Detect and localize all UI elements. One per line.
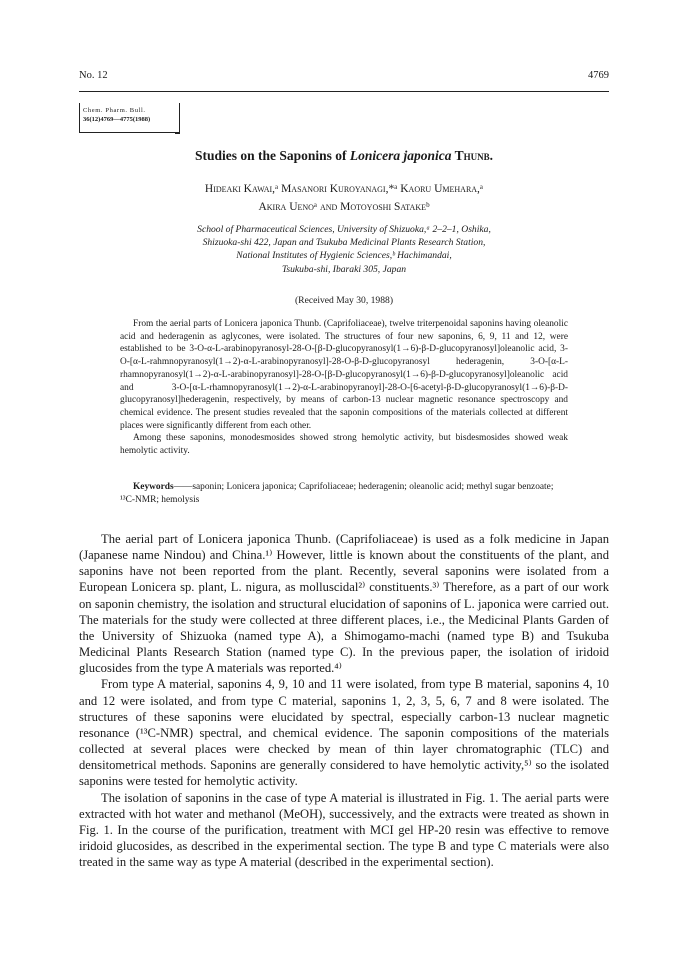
body-paragraph-1: The aerial part of Lonicera japonica Thunb. (Caprifoliaceae) is used as a folk medicine in Japan (Japanese name Nindou) and China.¹⁾ However, little is known about the constituents of the plant, and saponins have not been reported from the plant. Recently, several saponins were isolated from a European Lonicera sp. plant, L. nigura, as molluscidal²⁾ constituents.³⁾ Therefore, as a part of our work on saponin chemistry, the isolation and structural elucidation of saponins of L. japonica were carried out. The materials for the study were collected at three different places, i.e., the Medicinal Plants Garden of the University of Shizuoka (named type A), a Shimogamo-machi (named type B) and Tsukuba Medicinal Plants Research Station (named type C). In the previous paper, the isolation of iridoid glucosides from the type A materials was reported.⁴⁾	[79, 532, 609, 676]
affiliations	[120, 223, 568, 276]
page-number: 4769	[588, 70, 609, 81]
header-rule	[79, 91, 609, 92]
body-paragraph-2: From type A material, saponins 4, 9, 10 and 11 were isolated, from type B material, saponins 4, 10 and 12 were isolated, and from type C material, saponins 1, 2, 3, 5, 6, 7 and 8 were isolated. The structures of these saponins were elucidated by spectral, especially carbon-13 nuclear magnetic resonance (¹³C-NMR) spectral, and chemical evidence. The saponin compositions of the materials collected at several places were checked by mean of thin layer chromatographic (TLC) and densitometrical methods. Saponins are generally considered to have hemolytic activity,⁵⁾ so the isolated saponins were tested for hemolytic activity.	[79, 677, 609, 789]
title-authority: Thunb.	[451, 148, 494, 163]
running-header	[79, 70, 609, 86]
authors-line-2: Akira Uenoᵃ and Motoyoshi Satakeᵇ	[258, 201, 430, 213]
keywords	[120, 481, 568, 506]
title-species: Lonicera japonica	[349, 148, 452, 163]
authors-line-1: Hideaki Kawai,ᵃ Masanori Kuroyanagi,*ᵃ Kaoru Umehara,ᵃ	[204, 183, 484, 195]
abstract-paragraph-1: From the aerial parts of Lonicera japonica Thunb. (Caprifoliaceae), twelve triterpenoidal saponins having oleanolic acid and hederagenin as aglycones, were isolated. The structures of four new saponins, 6, 9, 11 and 12, were established to be 3-O-α-L-arabinopyranosyl-28-O-[β-D-glucopyranosyl(1→6)-β-D-glucopyranosyl]oleanolic acid, 3-O-[α-L-rahmnopyranosyl(1→2)-α-L-arabinopyranosyl]-28-O-β-D-glucopyranosyl hederagenin, 3-O-[α-L-rhamnopyranosyl(1→2)-α-L-arabinopyranosyl]-28-O-[β-D-glucopyranosyl(1→6)-β-D-glucopyranosyl]oleanolic acid and 3-O-[α-L-rhamnopyranosyl(1→2)-α-L-arabinopyranoyl]-28-O-[6-acetyl-β-D-glucopyranosyl(1→6)-β-D-glucopyranosyl]hederagenin, respectively, by means of carbon-13 nuclear magnetic resonance spectroscopy and chemical evidence. The present studies revealed that the saponin compositions of the materials collected at different places were significantly different from each other.	[120, 319, 568, 431]
article-title	[0, 148, 688, 164]
body-text	[79, 531, 609, 870]
affiliation-line-1: School of Pharmaceutical Sciences, University of Shizuoka,ᵃ 2–2–1, Oshika,	[197, 224, 491, 235]
abstract	[120, 318, 568, 458]
affiliation-line-2: Shizuoka-shi 422, Japan and Tsukuba Medicinal Plants Research Station,	[202, 237, 486, 249]
body-paragraph-3: The isolation of saponins in the case of type A material is illustrated in Fig. 1. The aerial parts were extracted with hot water and methanol (MeOH), successively, and the extracts were treated as shown in Fig. 1. In the course of the purification, treatment with MCI gel HP-20 resin was effective to remove iridoid glucosides, as described in the experimental section. The type B and type C materials were also treated in the same way as type A material (described in the experimental section).	[79, 790, 609, 870]
citation-box	[79, 103, 179, 133]
author-list	[120, 180, 568, 216]
abstract-paragraph-2: Among these saponins, monodesmosides showed strong hemolytic activity, but bisdesmosides showed weak hemolytic activity.	[120, 433, 568, 457]
citation-volume: 36(12)4769—4775(1988)	[83, 116, 151, 123]
keywords-label: Keywords	[133, 482, 174, 492]
received-date: (Received May 30, 1988)	[294, 295, 394, 306]
affiliation-line-3: National Institutes of Hygienic Sciences,ᵇ Hachimandai,	[236, 250, 452, 262]
citation-journal: Chem. Pharm. Bull.	[83, 107, 146, 114]
affiliation-line-4: Tsukuba-shi, Ibaraki 305, Japan	[281, 263, 407, 275]
title-prefix: Studies on the Saponins of	[194, 148, 350, 163]
keywords-text: ——saponin; Lonicera japonica; Caprifoliaceae; hederagenin; oleanolic acid; methyl sugar benzoate; ¹³C-NMR; hemolysis	[120, 482, 554, 505]
citation-bracket	[175, 103, 180, 134]
issue-number: No. 12	[79, 70, 108, 81]
